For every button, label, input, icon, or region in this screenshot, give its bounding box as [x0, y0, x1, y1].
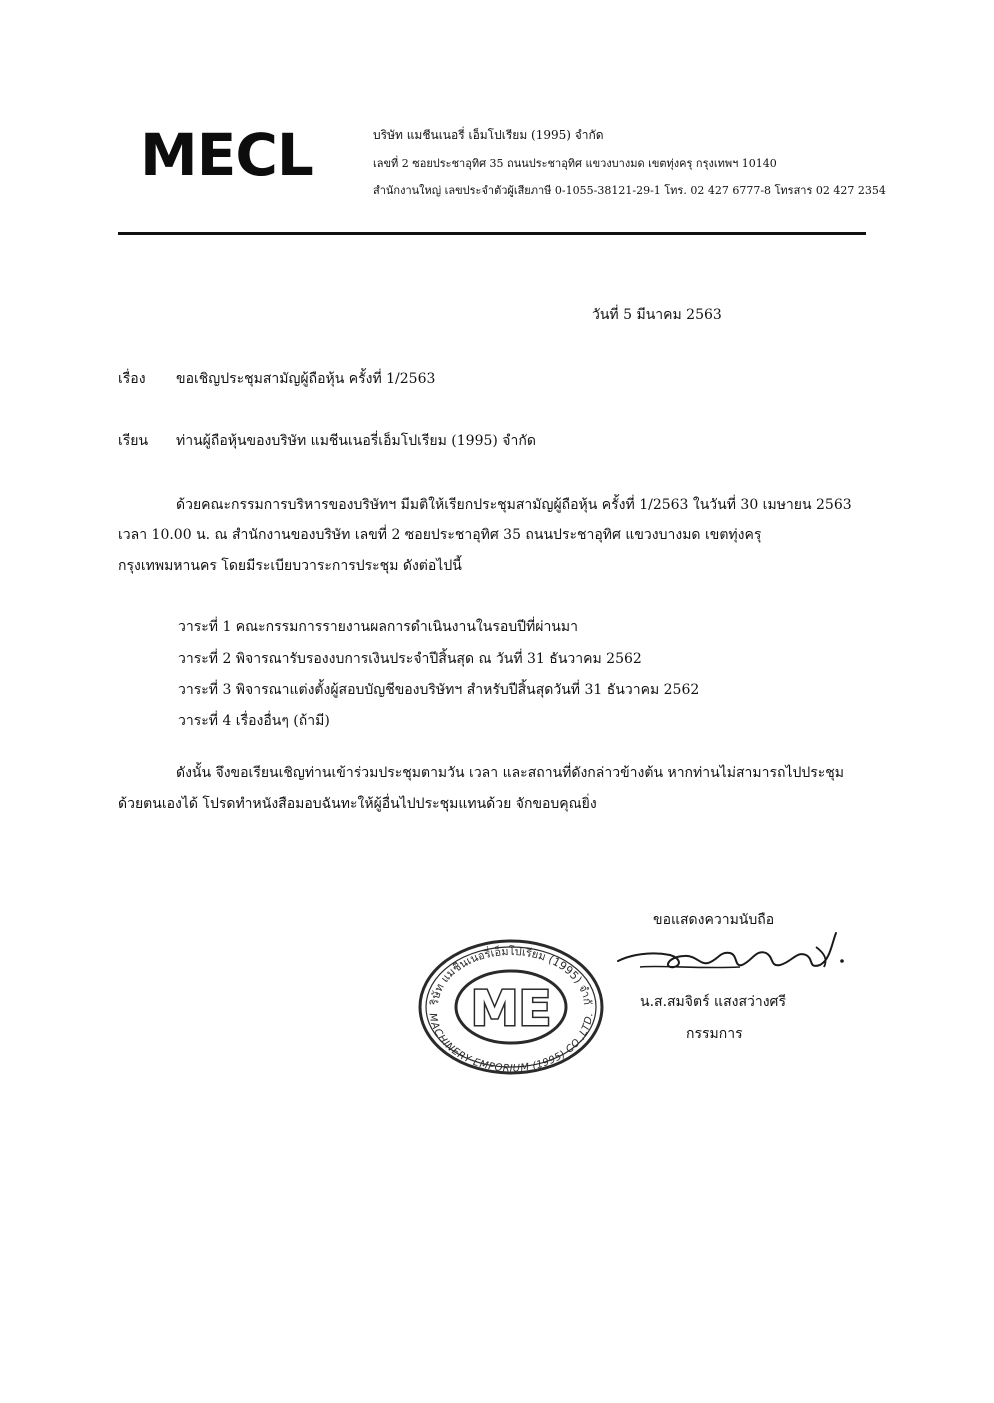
subject-text: ขอเชิญประชุมสามัญผู้ถือหุ้น ครั้งที่ 1/2563 — [176, 371, 436, 387]
seal-center-text: ME — [470, 981, 552, 1037]
agenda-item: วาระที่ 2 พิจารณารับรองงบการเงินประจำปีสิ้นสุด ณ วันที่ 31 ธันวาคม 2562 — [178, 651, 642, 667]
paragraph1-line: ด้วยคณะกรรมการบริหารของบริษัทฯ มีมติให้เรียกประชุมสามัญผู้ถือหุ้น ครั้งที่ 1/2563 ในวันที่ 30 เมษายน 2563 — [176, 497, 852, 513]
agenda-item: วาระที่ 4 เรื่องอื่นๆ (ถ้ามี) — [178, 713, 330, 729]
closing-text: ขอแสดงความนับถือ — [653, 912, 775, 928]
paragraph1-line: เวลา 10.00 น. ณ สำนักงานของบริษัท เลขที่ 2 ซอยประชาอุทิศ 35 ถนนประชาอุทิศ แขวงบางมด เขตทุ่งครุ — [118, 527, 762, 543]
company-name: บริษัท แมชีนเนอรี่ เอ็มโปเรียม (1995) จำกัด — [373, 128, 604, 142]
company-seal — [416, 937, 606, 1081]
agenda-item: วาระที่ 1 คณะกรรมการรายงานผลการดำเนินงานในรอบปีที่ผ่านมา — [178, 619, 578, 635]
seal-outer-bottom-text: MACHINERY EMPORIUM (1995) CO.,LTD. — [426, 1012, 596, 1075]
signer-title: กรรมการ — [686, 1026, 743, 1042]
paragraph2-line: ด้วยตนเองได้ โปรดทำหนังสือมอบฉันทะให้ผู้อื่นไปประชุมแทนด้วย จักขอบคุณยิ่ง — [118, 796, 597, 812]
recipient-label: เรียน — [118, 433, 149, 449]
header-divider — [118, 232, 866, 235]
letter-date: วันที่ 5 มีนาคม 2563 — [592, 307, 722, 323]
recipient-text: ท่านผู้ถือหุ้นของบริษัท แมชีนเนอรี่เอ็มโปเรียม (1995) จำกัด — [176, 433, 536, 449]
signer-name: น.ส.สมจิตร์ แสงสว่างศรี — [640, 994, 786, 1010]
seal-outer-top-text: ริษัท แมชีนเนอรี่เอ็มโปเรียม (1995) จำกั — [427, 944, 595, 1006]
paragraph2-line: ดังนั้น จึงขอเรียนเชิญท่านเข้าร่วมประชุมตามวัน เวลา และสถานที่ดังกล่าวข้างต้น หากท่านไม่สามารถไปประชุม — [176, 765, 845, 781]
agenda-item: วาระที่ 3 พิจารณาแต่งตั้งผู้สอบบัญชีของบริษัทฯ สำหรับปีสิ้นสุดวันที่ 31 ธันวาคม 2562 — [178, 682, 700, 698]
company-head-office: สำนักงานใหญ่ เลขประจำตัวผู้เสียภาษี 0-1055-38121-29-1 โทร. 02 427 6777-8 โทรสาร 02 427 2354 — [373, 184, 886, 197]
paragraph1-line: กรุงเทพมหานคร โดยมีระเบียบวาระการประชุม ดังต่อไปนี้ — [118, 558, 462, 574]
company-logo: MECL — [140, 121, 313, 189]
company-address: เลขที่ 2 ซอยประชาอุทิศ 35 ถนนประชาอุทิศ แขวงบางมด เขตทุ่งครุ กรุงเทพฯ 10140 — [373, 157, 777, 170]
subject-label: เรื่อง — [118, 371, 146, 387]
handwritten-signature — [610, 925, 860, 991]
